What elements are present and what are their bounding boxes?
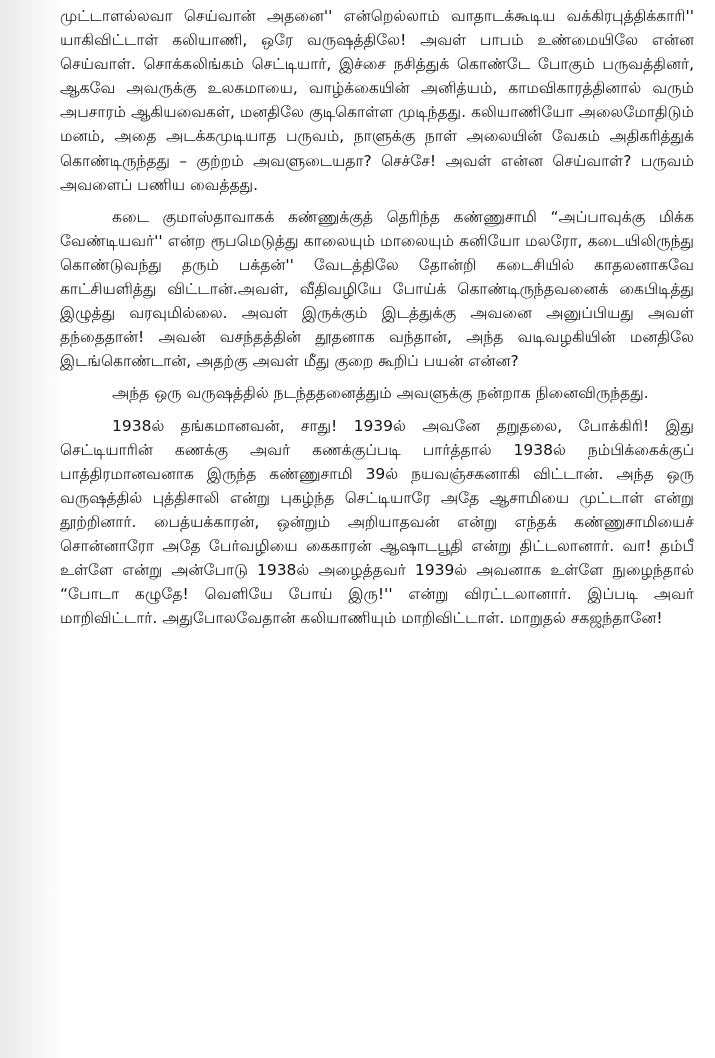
scan-margin-shadow [0,0,64,1058]
body-text [60,4,694,638]
paragraph-2: கடை குமாஸ்தாவாகக் கண்ணுக்குத் தெரிந்த கண்ணுசாமி “அப்பாவுக்கு மிக்க வேண்டியவர்'' என்ற ரூபமெடுத்து காலையும் மாலையும் கனியோ மலரோ, கடையிலிருந்து கொண்டுவந்து தரும் பக்தன்'' வேடத்திலே தோன்றி கடைசியில் காதலனாகவே காட்சியளித்து விட்டான்.அவள், வீதிவழியே போய்க் கொண்டிருந்தவனைக் கைபிடித்து இழுத்து வரவுமில்லை. அவள் இருக்கும் இடத்துக்கு அவனை அனுப்பியது அவள் தந்தைதான்! அவன் வசந்தத்தின் தூதனாக வந்தான், அந்த வடிவழகியின் மனதிலே இடங்கொண்டான், அதற்கு அவள் மீது குறை கூறிப் பயன் என்ன? [60,207,694,371]
paragraph-4: 1938ல் தங்கமானவன், சாது! 1939ல் அவனே தறுதலை, போக்கிரி! இது செட்டியாரின் கணக்கு அவர் கணக்குப்படி பார்த்தால் 1938ல் நம்பிக்கைக்குப் பாத்திரமானவனாக இருந்த கண்ணுசாமி 39ல் நயவஞ்சகனாகி விட்டான். அந்த ஒரு வருஷத்தில் புத்திசாலி என்று புகழ்ந்த செட்டியாரே அதே ஆசாமியை முட்டாள் என்று தூற்றினார். பைத்யக்காரன், ஒன்றும் அறியாதவன் என்று எந்தக் கண்ணுசாமியைச் சொன்னாரோ அதே பேர்வழியை கைகாரன் ஆஷாடபூதி என்று திட்டலானார். வா! தம்பீ உள்ளே என்று அன்போடு 1938ல் அழைத்தவர் 1939ல் அவனாக உள்ளே நுழைந்தால் “போடா கழுதே! வெளியே போய் இரு!'' என்று விரட்டலானார். இப்படி அவர் மாறிவிட்டார். அதுபோலவேதான் கலியாணியும் மாறிவிட்டாள். மாறுதல் சகஜந்தானே! [60,416,694,628]
paragraph-3: அந்த ஒரு வருஷத்தில் நடந்ததனைத்தும் அவளுக்கு நன்றாக நினைவிருந்தது. [112,384,649,403]
paragraph-1: முட்டாளல்லவா செய்வான் அதனை'' என்றெல்லாம் வாதாடக்கூடிய வக்கிரபுத்திக்காரி'' யாகிவிட்டாள் கலியாணி, ஒரே வருஷத்திலே! அவள் பாபம் உண்மையிலே என்ன செய்வாள். சொக்கலிங்கம் செட்டியார், இச்சை நசித்துக் கொண்டே போகும் பருவத்தினர், ஆகவே அவருக்கு உலகமாயை, வாழ்க்கையின் அனித்யம், காமவிகாரத்தினால் வரும் அபசாரம் ஆகியவைகள், மனதிலே குடிகொள்ள முடிந்தது. கலியாணியோ அலைமோதிடும் மனம், அதை அடக்கமுடியாத பருவம், நாளுக்கு நாள் அலையின் வேகம் அதிகரித்துக் கொண்டிருந்தது – குற்றம் அவளுடையதா? செச்சே! அவள் என்ன செய்வாள்? பருவம் அவளைப் பணிய வைத்தது. [60,7,694,194]
